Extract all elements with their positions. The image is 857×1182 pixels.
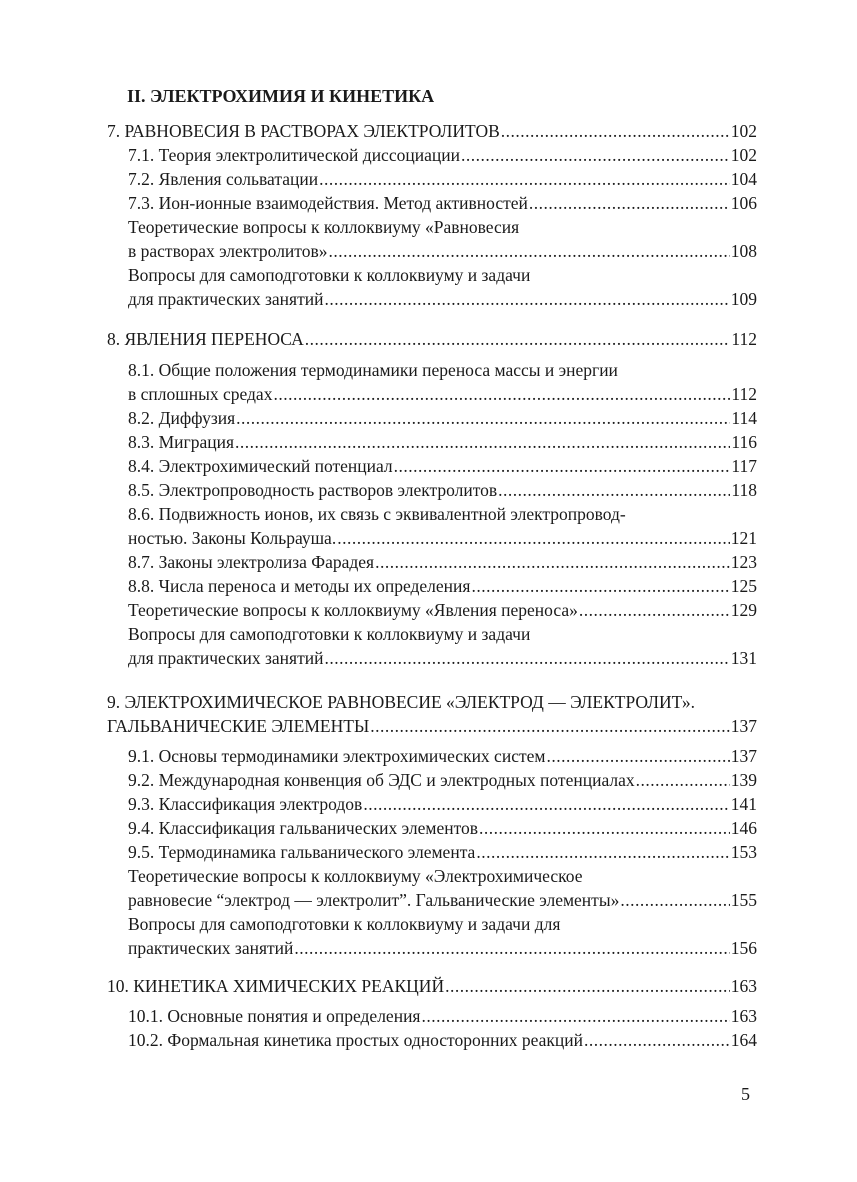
page-ref: 164 xyxy=(730,1030,757,1050)
page-ref: 137 xyxy=(730,716,757,736)
dot-leader xyxy=(375,550,730,574)
page-ref: 163 xyxy=(730,976,757,996)
entry-title-line2: для практических занятий xyxy=(128,648,324,668)
dot-leader xyxy=(471,574,729,598)
page-ref: 114 xyxy=(731,408,757,428)
entry-title: 8.7. Законы электролиза Фарадея xyxy=(128,552,375,572)
dot-leader xyxy=(324,646,729,670)
toc-entry xyxy=(128,792,757,816)
chapter-title: 7. РАВНОВЕСИЯ В РАСТВОРАХ ЭЛЕКТРОЛИТОВ xyxy=(107,121,500,141)
dot-leader xyxy=(394,454,731,478)
toc-entry xyxy=(128,382,757,406)
entry-title: 10.1. Основные понятия и определения xyxy=(128,1006,421,1026)
toc-entry xyxy=(128,598,757,622)
dot-leader xyxy=(319,167,730,191)
page-ref: 118 xyxy=(731,480,757,500)
toc-entry xyxy=(128,526,757,550)
page-ref: 141 xyxy=(730,794,757,814)
toc-entry xyxy=(128,191,757,215)
dot-leader xyxy=(370,714,730,738)
toc-entry xyxy=(128,646,757,670)
dot-leader xyxy=(636,768,730,792)
page-ref: 104 xyxy=(730,169,757,189)
page-ref: 155 xyxy=(730,890,757,910)
chapter-9 xyxy=(0,690,857,738)
dot-leader xyxy=(479,816,730,840)
toc-entry xyxy=(128,574,757,598)
dot-leader xyxy=(445,974,730,998)
page-ref: 139 xyxy=(730,770,757,790)
chapter-7 xyxy=(0,119,857,311)
entry-title: 8.2. Диффузия xyxy=(128,408,236,428)
entry-title: Теоретические вопросы к коллоквиуму «Явления переноса» xyxy=(128,600,578,620)
chapter-8-entries xyxy=(0,358,857,670)
dot-leader xyxy=(236,406,730,430)
entry-title-line1: Вопросы для самоподготовки к коллоквиуму и задачи для xyxy=(128,914,561,934)
entry-title: 7.1. Теория электролитической диссоциации xyxy=(128,145,460,165)
page-ref: 117 xyxy=(731,456,757,476)
dot-leader xyxy=(363,792,729,816)
dot-leader xyxy=(584,1028,730,1052)
chapter-title-line1: 9. ЭЛЕКТРОХИМИЧЕСКОЕ РАВНОВЕСИЕ «ЭЛЕКТРОД — ЭЛЕКТРОЛИТ». xyxy=(107,692,696,712)
toc-entry xyxy=(128,840,757,864)
toc-entry xyxy=(128,478,757,502)
entry-title-line1: 8.1. Общие положения термодинамики переноса массы и энергии xyxy=(128,360,618,380)
chapter-10 xyxy=(0,974,857,998)
entry-title: 7.2. Явления сольватации xyxy=(128,169,319,189)
dot-leader xyxy=(421,1004,729,1028)
toc-entry xyxy=(128,1028,757,1052)
chapter-title-line2: ГАЛЬВАНИЧЕСКИЕ ЭЛЕМЕНТЫ xyxy=(107,716,370,736)
page-ref: 129 xyxy=(730,600,757,620)
toc-entry xyxy=(128,143,757,167)
page-ref: 156 xyxy=(730,938,757,958)
page-ref: 102 xyxy=(730,145,757,165)
page-ref: 131 xyxy=(730,648,757,668)
dot-leader xyxy=(501,119,730,143)
dot-leader xyxy=(476,840,729,864)
entry-title: 9.5. Термодинамика гальванического элемента xyxy=(128,842,476,862)
chapter-9-entries xyxy=(0,744,857,960)
toc-entry xyxy=(128,550,757,574)
entry-title: 9.3. Классификация электродов xyxy=(128,794,363,814)
entry-title-line2: в растворах электролитов» xyxy=(128,241,328,261)
toc-entry xyxy=(128,816,757,840)
dot-leader xyxy=(546,744,729,768)
toc-entry xyxy=(128,239,757,263)
dot-leader xyxy=(461,143,730,167)
toc-entry xyxy=(128,768,757,792)
dot-leader xyxy=(324,287,729,311)
page-ref: 137 xyxy=(730,746,757,766)
toc-entry xyxy=(128,406,757,430)
dot-leader xyxy=(305,327,731,351)
dot-leader xyxy=(498,478,730,502)
page-ref: 116 xyxy=(731,432,757,452)
page-ref: 109 xyxy=(730,289,757,309)
chapter-10-entries xyxy=(0,1004,857,1052)
entry-title: 9.4. Классификация гальванических элементов xyxy=(128,818,478,838)
page-ref: 108 xyxy=(730,241,757,261)
toc-entry xyxy=(128,454,757,478)
entry-title: 7.3. Ион-ионные взаимодействия. Метод активностей xyxy=(128,193,528,213)
chapter-8 xyxy=(0,327,857,351)
chapter-heading xyxy=(107,119,757,143)
chapter-title: 10. КИНЕТИКА ХИМИЧЕСКИХ РЕАКЦИЙ xyxy=(107,976,445,996)
entry-title: 9.2. Международная конвенция об ЭДС и электродных потенциалах xyxy=(128,770,635,790)
page-ref: 106 xyxy=(730,193,757,213)
toc-entry xyxy=(128,1004,757,1028)
page-ref: 146 xyxy=(730,818,757,838)
entry-title-line2: ностью. Законы Кольрауша. xyxy=(128,528,337,548)
toc-entry xyxy=(128,287,757,311)
entry-title: 8.8. Числа переноса и методы их определения xyxy=(128,576,471,596)
part-title: II. ЭЛЕКТРОХИМИЯ И КИНЕТИКА xyxy=(127,86,435,106)
entry-title-line1: Вопросы для самоподготовки к коллоквиуму и задачи xyxy=(128,624,531,644)
toc-entry xyxy=(128,430,757,454)
entry-title-line2: равновесие “электрод — электролит”. Гальванические элементы» xyxy=(128,890,620,910)
toc-entry xyxy=(128,888,757,912)
dot-leader xyxy=(337,526,730,550)
page-number: 5 xyxy=(741,1084,750,1104)
chapter-heading xyxy=(107,327,757,351)
entry-title-line2: практических занятий xyxy=(128,938,294,958)
entry-title-line1: Вопросы для самоподготовки к коллоквиуму и задачи xyxy=(128,265,531,285)
toc-entry xyxy=(128,936,757,960)
entry-title-line2: в сплошных средах xyxy=(128,384,273,404)
entry-title: 9.1. Основы термодинамики электрохимических систем xyxy=(128,746,546,766)
entry-title: 8.4. Электрохимический потенциал xyxy=(128,456,393,476)
dot-leader xyxy=(620,888,729,912)
entry-title-line1: 8.6. Подвижность ионов, их связь с эквивалентной электропровод- xyxy=(128,504,626,524)
entry-title: 10.2. Формальная кинетика простых односторонних реакций xyxy=(128,1030,584,1050)
dot-leader xyxy=(273,382,730,406)
page-ref: 102 xyxy=(730,121,757,141)
chapter-title: 8. ЯВЛЕНИЯ ПЕРЕНОСА xyxy=(107,329,304,349)
chapter-heading xyxy=(107,714,757,738)
entry-title: 8.3. Миграция xyxy=(128,432,235,452)
page-ref: 112 xyxy=(731,384,757,404)
page-ref: 163 xyxy=(730,1006,757,1026)
chapter-heading xyxy=(107,974,757,998)
dot-leader xyxy=(579,598,730,622)
page-ref: 121 xyxy=(730,528,757,548)
entry-title-line1: Теоретические вопросы к коллоквиуму «Равновесия xyxy=(128,217,520,237)
page-ref: 125 xyxy=(730,576,757,596)
dot-leader xyxy=(529,191,730,215)
toc-entry xyxy=(128,744,757,768)
page-ref: 153 xyxy=(730,842,757,862)
entry-title-line2: для практических занятий xyxy=(128,289,324,309)
entry-title-line1: Теоретические вопросы к коллоквиуму «Электрохимическое xyxy=(128,866,583,886)
toc-entry xyxy=(128,167,757,191)
dot-leader xyxy=(294,936,729,960)
dot-leader xyxy=(328,239,729,263)
page-ref: 123 xyxy=(730,552,757,572)
entry-title: 8.5. Электропроводность растворов электролитов xyxy=(128,480,498,500)
page-ref: 112 xyxy=(731,329,757,349)
dot-leader xyxy=(235,430,730,454)
